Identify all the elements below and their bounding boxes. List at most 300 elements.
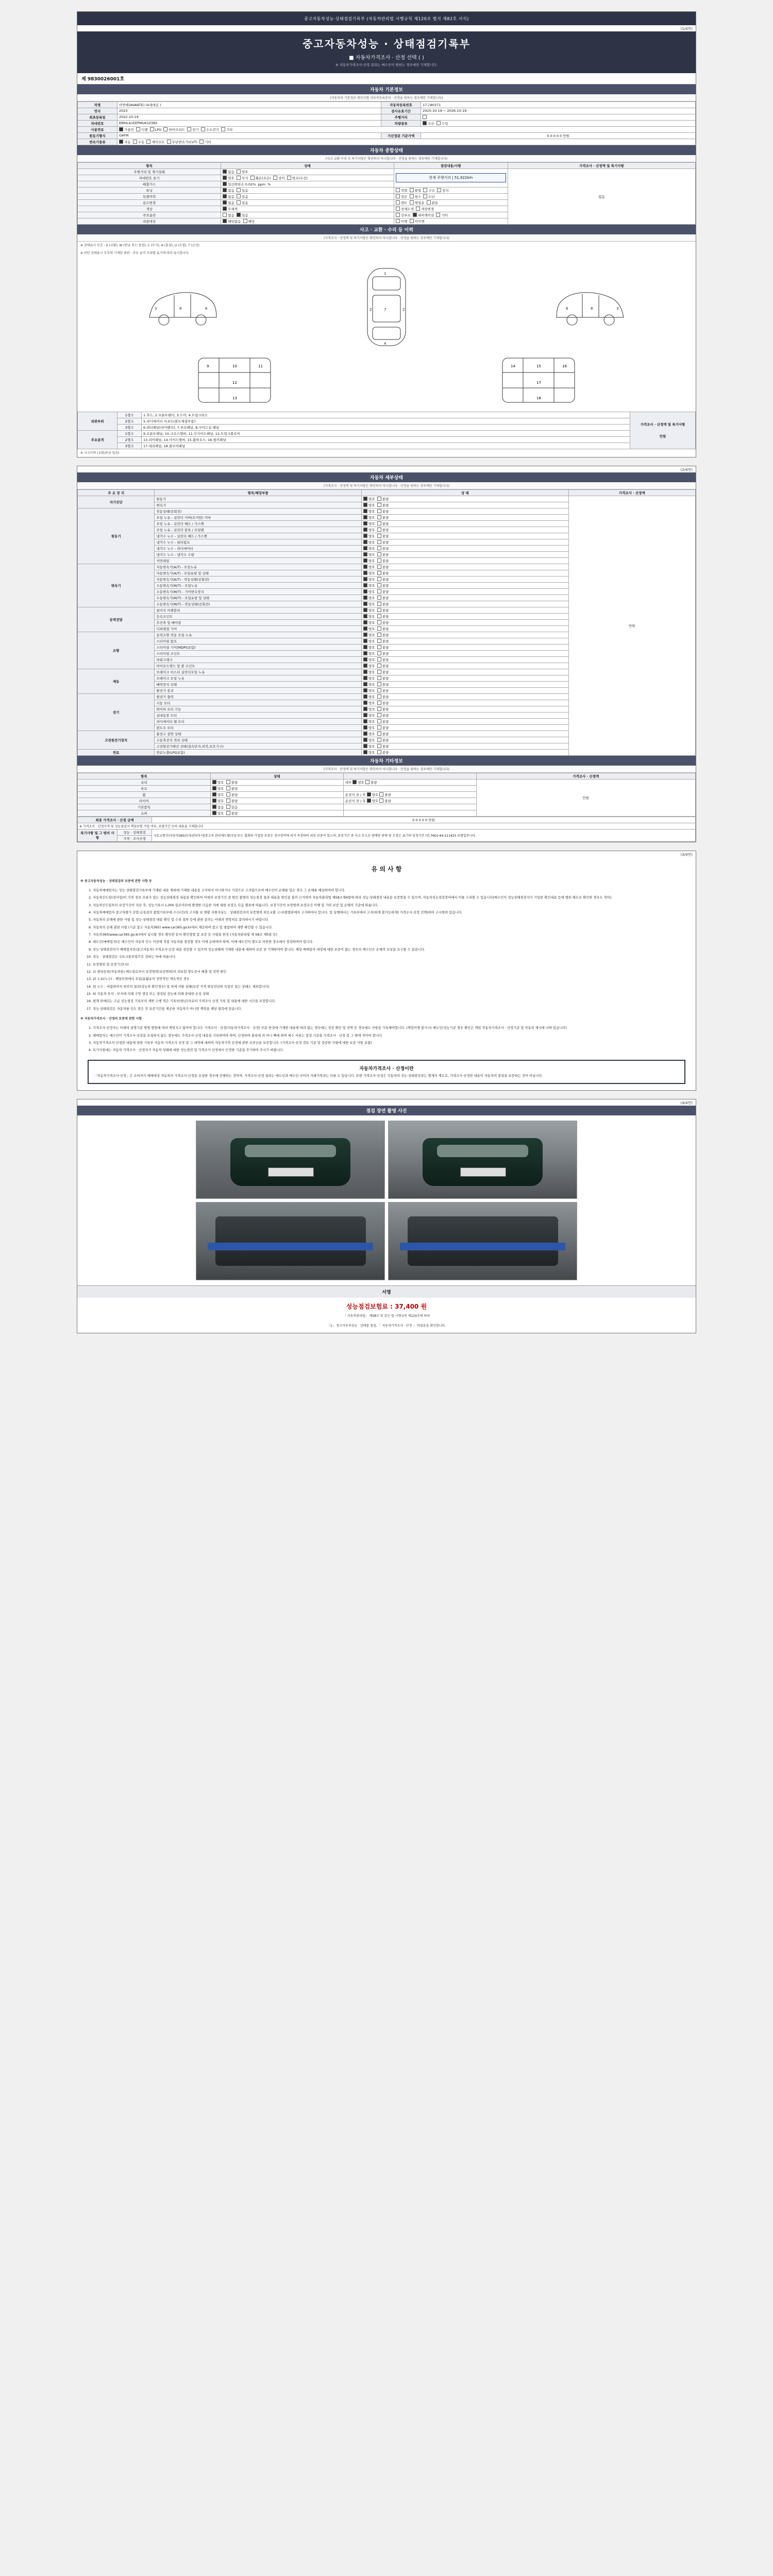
checkbox-bad[interactable] — [377, 558, 381, 563]
checkbox-fuel-1[interactable] — [136, 127, 140, 131]
checkbox-good[interactable] — [363, 676, 367, 680]
svg-text:16: 16 — [562, 364, 567, 368]
etc-header-1: 상태 — [210, 773, 343, 779]
checkbox[interactable] — [416, 207, 420, 211]
etc-item-label: 루프 — [78, 785, 211, 791]
notice-sub-1: ※ 중고자동차성능 · 상태점검의 보증에 관한 사항 등 — [80, 879, 152, 883]
detail-status-cell: 양호 불량 — [361, 675, 568, 681]
notice-list — [85, 888, 688, 1012]
checkbox-bad[interactable] — [377, 596, 381, 600]
checkbox-bad[interactable] — [226, 780, 230, 784]
overall-header-2: 점검내용/사항 — [394, 162, 508, 168]
overall-header-3: 가격조사 · 산정액 및 특기사항 — [508, 162, 695, 168]
checkbox-good[interactable] — [363, 521, 367, 526]
checkbox-bad[interactable] — [377, 713, 381, 717]
basic-label-transmission: 변속기종류 — [78, 139, 117, 145]
checkbox-good[interactable] — [363, 497, 367, 501]
checkbox-bad[interactable] — [377, 602, 381, 606]
checkbox[interactable] — [396, 200, 400, 205]
checkbox[interactable] — [273, 176, 277, 180]
svg-text:14: 14 — [511, 364, 515, 368]
detail-table — [77, 489, 696, 756]
basic-label: 자동차등록번호 — [381, 101, 421, 108]
checkbox-bad[interactable] — [377, 571, 381, 575]
checkbox[interactable] — [410, 194, 414, 198]
notice-item: 14. 3) 누수 : 저렴하여서 외부의 결과(성능차 확인경우) 및 차에 저항 상태(보증 가격 현상진단한 독일부 있는 상태는 제외합니다) — [93, 985, 688, 990]
checkbox-good[interactable] — [363, 509, 367, 513]
checkbox-bad[interactable] — [377, 620, 381, 624]
checkbox-good[interactable] — [363, 602, 367, 606]
checkbox-domestic[interactable] — [423, 121, 427, 125]
checkbox-trans-2[interactable] — [146, 140, 150, 144]
checkbox-bad[interactable] — [377, 725, 381, 730]
detail-status-cell: 양호 불량 — [361, 595, 568, 601]
checkbox[interactable] — [223, 200, 227, 205]
checkbox-bad[interactable] — [226, 786, 230, 790]
checkbox-trans-0[interactable] — [119, 140, 123, 144]
detail-item-label: 냉각수 누수 - 워터펌프 — [155, 539, 362, 545]
checkbox-bad[interactable] — [377, 651, 381, 655]
checkbox[interactable] — [396, 207, 400, 211]
checkbox-good[interactable] — [363, 651, 367, 655]
checkbox[interactable] — [237, 200, 241, 205]
notice-item-2: 1. 가격조사·산정자는 아래의 설명기준 방법 방법에 따라 책임지고 않아야 합니다. 가격조사 · 산정(자동차가격조사 · 산정) 부분 한것에 기재한 내용에 따라 없는 경우에는 검증 확인 및 선택 등 경우에도 사항을 기록해야합니다. (책임이행 불가시) 매도인(성능기준 경우 확인은 책임 자동차가격조사 · 산정기준 및 자동차 제시에 나와 있습니다) — [93, 1026, 688, 1031]
checkbox-good[interactable] — [363, 719, 367, 723]
checkbox-bad[interactable] — [377, 633, 381, 637]
checkbox-fuel-6[interactable] — [221, 127, 225, 131]
checkbox-bad[interactable] — [377, 701, 381, 705]
detail-item-label: 라디에이터 팬 모터 — [155, 718, 362, 724]
overall-item-name: 튜닝 — [78, 187, 221, 193]
basic-value: 17구80371 — [421, 101, 696, 108]
detail-item-label: 디퍼렌셜 기어 — [155, 625, 362, 632]
checkbox[interactable] — [410, 200, 414, 205]
checkbox[interactable] — [237, 194, 241, 198]
page-mark-1: (1/4면) — [680, 27, 693, 31]
checkbox-good[interactable] — [363, 725, 367, 730]
checkbox[interactable] — [396, 194, 400, 198]
checkbox[interactable] — [413, 213, 417, 217]
detail-item-label: 커먼레일 — [155, 557, 362, 564]
checkbox-good[interactable] — [363, 682, 367, 686]
notice-item: 17. 성능·상태점검은 자동차를 인도 받은 후 보증기간을 제공한 자동차가 아니면 책임을 해당 항목에 있습니다. — [93, 1007, 688, 1012]
checkbox-good[interactable] — [363, 688, 367, 692]
checkbox[interactable] — [223, 219, 227, 223]
checkbox-good[interactable] — [363, 670, 367, 674]
checkbox-good[interactable] — [363, 515, 367, 519]
svg-text:17: 17 — [536, 380, 541, 385]
checkbox-good[interactable] — [352, 780, 357, 784]
checkbox-good[interactable] — [363, 546, 367, 550]
checkbox-good[interactable] — [363, 565, 367, 569]
checkbox-bad[interactable] — [377, 497, 381, 501]
checkbox-good[interactable] — [212, 786, 216, 790]
checkbox-good[interactable] — [212, 805, 216, 809]
etc-status-cell: 없음 있음 — [210, 804, 343, 810]
fuel-options: 가솔린 디젤 LPG 하이브리드 전기 수소전기 기타 — [117, 126, 696, 132]
checkbox-bad[interactable] — [377, 626, 381, 631]
checkbox[interactable] — [410, 188, 414, 192]
checkbox-good[interactable] — [363, 713, 367, 717]
detail-item-label: 파워크랭크 — [155, 656, 362, 663]
checkbox-bad[interactable] — [377, 719, 381, 723]
price-header: 최종 가격조사 · 산정 금액 — [78, 817, 152, 823]
checkbox-bad[interactable] — [365, 780, 369, 784]
rank-label: 3랭크 — [117, 443, 142, 449]
detail-item-label: 스티어링 조인트 — [155, 650, 362, 656]
document-id: 제 9830026001호 — [77, 73, 696, 84]
checkbox-bad[interactable] — [226, 811, 230, 815]
notice-item: 12. 1) 관리등록(자동차용) 매도일로부터 보장범위(보증범위)의 피보험 양도증서 배출 및 전반 원인 — [93, 970, 688, 975]
overall-item-opts: 없음 있음 — [221, 187, 394, 193]
price-note: ※ 가격조사 · 산정가격 및 성능점검자 책임보험 가입 여부, 보험기간 등의 내용을 기재합니다 — [78, 823, 696, 829]
etc-item-label: 휠 — [78, 791, 211, 798]
detail-status-cell: 양호 불량 — [361, 496, 568, 502]
engine-value: G4FM — [117, 132, 381, 139]
checkbox-fuel-3[interactable] — [163, 127, 167, 131]
checkbox[interactable] — [223, 170, 227, 174]
checkbox-fuel-5[interactable] — [201, 127, 205, 131]
checkbox-good[interactable] — [363, 664, 367, 668]
frame-label: 주요골격 — [78, 430, 117, 449]
notice-item-2: 2. 매매업자는 매수인이 기격조사·산정을 요청하지 않는 경우에도 가격조사·산정 내용을 기록하여야 하며, 산정하여 불리에 의 아니 빠에 하며 매수 서류는 일정 기준을 가격조사 · 산정 및 그 밖에 적어야 합니다. — [93, 1033, 688, 1039]
etc-side-cell: 운전석 전 / 후 양호 불량 — [343, 791, 476, 798]
detail-item-label: 수동변속기(M/T) - 오일유량 및 상태 — [155, 595, 362, 601]
checkbox[interactable] — [223, 207, 227, 211]
detail-item-label: 발전기 출력 — [155, 693, 362, 700]
checkbox[interactable] — [237, 188, 241, 192]
checkbox-bad[interactable] — [377, 608, 381, 612]
checkbox-good[interactable] — [363, 657, 367, 662]
checkbox-good[interactable] — [363, 639, 367, 643]
detail-item-label: 냉각수 누수 - 냉각수 수량 — [155, 551, 362, 557]
detail-group-label: 전기 — [78, 693, 155, 731]
detail-group-label: 자기진단 — [78, 496, 155, 508]
checkbox[interactable] — [237, 213, 241, 217]
checkbox[interactable] — [223, 213, 227, 217]
rank-parts: 13.리어패널, 14.사이드멤버, 15.휠하우스, 16.필러패널 — [142, 436, 630, 443]
etc-item-label: 기본품목 — [78, 804, 211, 810]
overall-item-name: 배출가스 — [78, 181, 221, 187]
checkbox-bad[interactable] — [377, 528, 381, 532]
overall-item-opts: 해당없음 해당 — [221, 218, 394, 224]
overall-item-name: 용도변경 — [78, 199, 221, 206]
checkbox[interactable] — [396, 188, 400, 192]
checkbox[interactable] — [423, 115, 427, 119]
etc-right-value: 만원 — [476, 779, 695, 816]
checkbox-good[interactable] — [367, 799, 371, 803]
price-mid-label: 성능 · 상태점검 — [117, 829, 152, 835]
checkbox-bad[interactable] — [377, 589, 381, 594]
checkbox-bad[interactable] — [377, 682, 381, 686]
detail-status-cell: 양호 불량 — [361, 576, 568, 582]
checkbox-bad[interactable] — [377, 707, 381, 711]
detail-item-label: 연료누출(LPG포함) — [155, 749, 362, 755]
notice-item: 11. 보장범위 및 보장기간(시) — [93, 962, 688, 968]
checkbox-bad[interactable] — [379, 799, 383, 803]
checkbox-bad[interactable] — [377, 732, 381, 736]
checkbox-good[interactable] — [363, 534, 367, 538]
svg-text:15: 15 — [536, 364, 541, 368]
checkbox-bad[interactable] — [377, 676, 381, 680]
car-frame-rear-diagram — [487, 352, 590, 409]
checkbox-bad[interactable] — [226, 799, 230, 803]
notice-item: 6. 자동차의 손해 관한 사항 (기준 참고 자동차365) www.car365.go.kr에서 제공하며 참고 및 열람하여 제반 확인할 수 있습니다. — [93, 925, 688, 930]
checkbox[interactable] — [410, 219, 414, 223]
rank-label: 2랭크 — [117, 418, 142, 424]
detail-item-label: 오일 누유 - 실린더 헤드 / 가스켓 — [155, 520, 362, 527]
detail-item-label: 고전원전기배선 상태(접속단자,피복,보호기구) — [155, 743, 362, 749]
checkbox[interactable] — [237, 176, 241, 180]
checkbox-good[interactable] — [363, 528, 367, 532]
basic-value: 2025-10-19 ~ 2026-10-19 — [421, 108, 696, 114]
notice-item-2: 3. 자동차가격조사·산정한 내용에 당한 기록부 자동차 가격조사 산정 및 그 내역에 대하여 자동차가격 산정에 관한 보증금을 보증합니다. (가격조사·산정 검토 기준 및 검증한 사항에 대한 보증 사항 포함) — [93, 1041, 688, 1046]
detail-status-cell: 양호 불량 — [361, 508, 568, 514]
overall-item-sub: 전손 침수 도난 — [394, 193, 508, 199]
checkbox-good[interactable] — [363, 614, 367, 618]
detail-status-cell: 양호 불량 — [361, 669, 568, 675]
appraisal-definition-box — [88, 1060, 685, 1084]
checkbox-fuel-4[interactable] — [187, 127, 191, 131]
detail-item-label: 오일 누유 - 실린더 블록 / 오일팬 — [155, 527, 362, 533]
checkbox-good[interactable] — [212, 811, 216, 815]
checkbox-bad[interactable] — [377, 744, 381, 748]
checkbox-bad[interactable] — [377, 639, 381, 643]
detail-item-label: 타이로드엔드 및 볼 조인트 — [155, 663, 362, 669]
checkbox-good[interactable] — [363, 732, 367, 736]
checkbox[interactable] — [287, 176, 291, 180]
checkbox-import[interactable] — [436, 121, 441, 125]
detail-group-label: 조향 — [78, 632, 155, 669]
etc-status-cell: 양호 불량 — [210, 785, 343, 791]
checkbox[interactable] — [427, 200, 431, 205]
detail-item-label: 작동상태(공회전) — [155, 508, 362, 514]
detail-status-cell: 양호 불량 — [361, 527, 568, 533]
checkbox-bad[interactable] — [377, 565, 381, 569]
checkbox-good[interactable] — [212, 792, 216, 796]
detail-header-2: 상 태 — [361, 489, 568, 496]
checkbox-good[interactable] — [363, 694, 367, 699]
checkbox[interactable] — [223, 176, 227, 180]
detail-group-label: 제동 — [78, 669, 155, 693]
basic-section-note: (자동차의 기본정보 확인사항 자동차등록증과 · 산정을 원하는 경우에만 기재합니다) — [77, 94, 696, 101]
checkbox-bad[interactable] — [377, 552, 381, 556]
svg-text:18: 18 — [536, 396, 541, 400]
checkbox-bad[interactable] — [377, 750, 381, 754]
checkbox-bad[interactable] — [377, 670, 381, 674]
checkbox-trans-3[interactable] — [167, 140, 171, 144]
notice-item: 7. 자동차365(www.car365.go.kr)에서 실시할 경우 확인한 문서 확인방법 및 보증 등 사항을 한것 (자동차관리법 제 58조 제5항 등) — [93, 933, 688, 938]
checkbox[interactable] — [423, 194, 427, 198]
checkbox-good[interactable] — [363, 645, 367, 649]
overall-emission: 일산화탄소 0.02% ppm % — [221, 181, 394, 187]
detail-status-cell: 양호 불량 — [361, 681, 568, 687]
checkbox-bad[interactable] — [377, 664, 381, 668]
basic-label: 검사유효기간 — [381, 108, 421, 114]
accident-right-label: 가격조사 · 산정액 및 특기사항 만원 — [630, 412, 696, 449]
etc-item-label: 타이어 — [78, 798, 211, 804]
checkbox-good[interactable] — [363, 750, 367, 754]
rank-parts: 5.라디에이터 서포트(볼트체결부품) — [142, 418, 630, 424]
overall-table — [77, 162, 696, 225]
checkbox-good[interactable] — [363, 626, 367, 631]
checkbox[interactable] — [396, 213, 400, 217]
checkbox-good[interactable] — [363, 503, 367, 507]
table-row — [78, 779, 696, 785]
checkbox-good[interactable] — [363, 540, 367, 544]
checkbox-bad[interactable] — [379, 792, 383, 796]
detail-header-1: 항목/해당부품 — [155, 489, 362, 496]
detail-item-label: 윈도우 모터 — [155, 724, 362, 731]
detail-status-cell: 양호 불량 — [361, 706, 568, 712]
detail-item-label: 냉각수 누수 - 라디에이터 — [155, 545, 362, 551]
checkbox-bad[interactable] — [377, 534, 381, 538]
svg-text:2: 2 — [369, 307, 372, 312]
basic-label: 차대번호 — [78, 120, 117, 126]
checkbox-fuel-2[interactable] — [150, 127, 154, 131]
etc-status-cell: 양호 불량 — [210, 810, 343, 816]
checkbox-good[interactable] — [363, 701, 367, 705]
notice-item: 1. 자동차매매업자는 성능·상태점검기록부에 기재된 내용 제외에 기재한 내용을 고지하지 아니하거나 거짓으로 고지함으로써 매수인이 손해를 입은 경우 그 손해를 배상하여야 합니다. — [93, 888, 688, 893]
basic-label: 연식 — [78, 108, 117, 114]
title-block — [77, 31, 696, 73]
checkbox-good[interactable] — [363, 608, 367, 612]
car-side-left-diagram — [143, 268, 221, 346]
checkbox-bad[interactable] — [377, 521, 381, 526]
checkbox-good[interactable] — [367, 792, 371, 796]
basic-label-price: 기산정된 기준가액 — [381, 132, 421, 139]
checkbox-good[interactable] — [363, 571, 367, 575]
panel-label: 외판부위 — [78, 412, 117, 430]
overall-item-opts: 양호 부식 훼손(오손) 상이 변조(우선) — [221, 175, 394, 181]
page-mark-3: (3/4면) — [680, 852, 693, 857]
checkbox[interactable] — [243, 219, 247, 223]
etc-header-2 — [343, 773, 476, 779]
checkbox-good[interactable] — [212, 799, 216, 803]
overall-item-name: 주행거리 및 계기상태 — [78, 168, 221, 175]
detail-status-cell: 양호 불량 — [361, 656, 568, 663]
overall-item-name: 차대번호 표기 — [78, 175, 221, 181]
checkbox-good[interactable] — [363, 744, 367, 748]
overall-item-name: 리콜대상 — [78, 218, 221, 224]
photo-rear — [388, 1121, 577, 1199]
basic-value: 아반떼(AVANTE) (4세대급 ) — [117, 101, 381, 108]
checkbox-fuel-0[interactable] — [119, 127, 123, 131]
checkbox-good[interactable] — [363, 583, 367, 587]
sheet-1 — [77, 11, 696, 457]
checkbox-bad[interactable] — [377, 546, 381, 550]
checkbox-good[interactable] — [363, 620, 367, 624]
etc-status-cell: 양호 불량 — [210, 798, 343, 804]
checkbox-good[interactable] — [363, 552, 367, 556]
overall-item-sub: 이행 미이행 — [394, 218, 508, 224]
detail-item-label: 변속기 — [155, 502, 362, 508]
page-mark-2: (2/4면) — [680, 467, 693, 472]
checkbox-good[interactable] — [363, 738, 367, 742]
checkbox-good[interactable] — [363, 633, 367, 637]
basic-label: 주행거리 — [381, 114, 421, 120]
checkbox-good[interactable] — [363, 707, 367, 711]
basic-label-fuel: 사용연료 — [78, 126, 117, 132]
detail-status-cell: 양호 불량 — [361, 545, 568, 551]
checkbox-bad[interactable] — [377, 509, 381, 513]
checkbox[interactable] — [436, 213, 440, 217]
overall-item-name: 특별이력 — [78, 193, 221, 199]
detail-section-title: 자동차 세부상태 — [77, 472, 696, 482]
checkbox[interactable] — [223, 194, 227, 198]
checkbox-bad[interactable] — [377, 688, 381, 692]
notice-item: 13. 2) 누유(누수) : 해당부위에서 오일/윤활유이 전반적인 계속적인 경우 — [93, 977, 688, 982]
overall-header-1: 상태 — [221, 162, 394, 168]
detail-status-cell: 양호 불량 — [361, 650, 568, 656]
detail-status-cell: 양호 불량 — [361, 588, 568, 595]
svg-text:8: 8 — [590, 306, 593, 311]
checkbox-bad[interactable] — [377, 657, 381, 662]
checkbox[interactable] — [223, 182, 227, 186]
checkbox-bad[interactable] — [377, 738, 381, 742]
checkbox-trans-4[interactable] — [199, 140, 204, 144]
overall-item-sub: 전체도색 색상변경 — [394, 206, 508, 212]
detail-item-label: 원동기 — [155, 496, 362, 502]
checkbox-bad[interactable] — [377, 577, 381, 581]
checkbox-good[interactable] — [363, 558, 367, 563]
checkbox[interactable] — [237, 170, 241, 174]
price-units: 0 0 0 0 0 만원 — [152, 817, 696, 823]
detail-status-cell: 양호 불량 — [361, 712, 568, 718]
checkbox-bad[interactable] — [377, 583, 381, 587]
checkbox-bad[interactable] — [377, 694, 381, 699]
detail-item-label: 클러치 어셈블리 — [155, 607, 362, 613]
checkbox-bad[interactable] — [226, 792, 230, 796]
checkbox-bad[interactable] — [377, 515, 381, 519]
checkbox[interactable] — [437, 188, 441, 192]
etc-section-title: 자동차 기타정보 — [77, 756, 696, 766]
overall-item-name: 주요옵션 — [78, 212, 221, 218]
detail-status-cell: 양호 불량 — [361, 564, 568, 570]
checkbox[interactable] — [423, 188, 427, 192]
detail-item-label: 자동변속기(A/T) - 오일누유 — [155, 564, 362, 570]
rank-parts: 1.후드, 2.프론트펜더, 3.도어, 4.트렁크리드 — [142, 412, 630, 418]
checkbox-bad[interactable] — [226, 805, 230, 809]
checkbox-bad[interactable] — [377, 645, 381, 649]
etc-item-label: 쇼바 — [78, 810, 211, 816]
rank-label: 1랭크 — [117, 430, 142, 436]
rank-parts: 9.프론트패널, 10.크로스멤버, 11.인사이드패널, 12.트렁크플로어 — [142, 430, 630, 436]
overall-item-opts: 무채색 — [221, 206, 394, 212]
price-table — [77, 817, 696, 842]
detail-status-cell: 양호 불량 — [361, 613, 568, 619]
detail-item-label: 구동축전지 격리 상태 — [155, 737, 362, 743]
photo-underbody-rear — [388, 1202, 577, 1280]
appraisal-definition-body: 「자동차가격조사·산정」은 소비자가 매매대상 자동차의 가격조사·산정을 요청한 경우에 진행하는 것이며, 가격조사·산정 결과는 매도인과 매수인 사이의 거래가격과는 다를 수 있습니다. 또한 가격조사·산정은 자동차의 성능·상태점검과는 별개의 제도로, 가격조사·산정한 내용이 자동차의 품질을 보증하는 것이 아닙니다. — [94, 1074, 543, 1078]
svg-text:10: 10 — [232, 364, 237, 368]
checkbox[interactable] — [223, 188, 227, 192]
checkbox-bad[interactable] — [377, 540, 381, 544]
detail-status-cell: 양호 불량 — [361, 693, 568, 700]
checkbox[interactable] — [396, 219, 400, 223]
checkbox[interactable] — [250, 176, 255, 180]
checkbox-good[interactable] — [363, 589, 367, 594]
checkbox-bad[interactable] — [377, 503, 381, 507]
photo-front — [196, 1121, 385, 1199]
checkbox-good[interactable] — [363, 596, 367, 600]
checkbox-trans-1[interactable] — [133, 140, 137, 144]
accident-legend-0: ※ 상태표시 부호 : X (교환), W (판금 또는 용접), C (부식), A (흠집), U (요철), T (손상) — [80, 243, 200, 247]
checkbox-good[interactable] — [212, 780, 216, 784]
checkbox-good[interactable] — [363, 577, 367, 581]
checkbox-bad[interactable] — [377, 614, 381, 618]
price-left-label: 특기사항 및 그 밖의 사항 — [78, 829, 117, 841]
